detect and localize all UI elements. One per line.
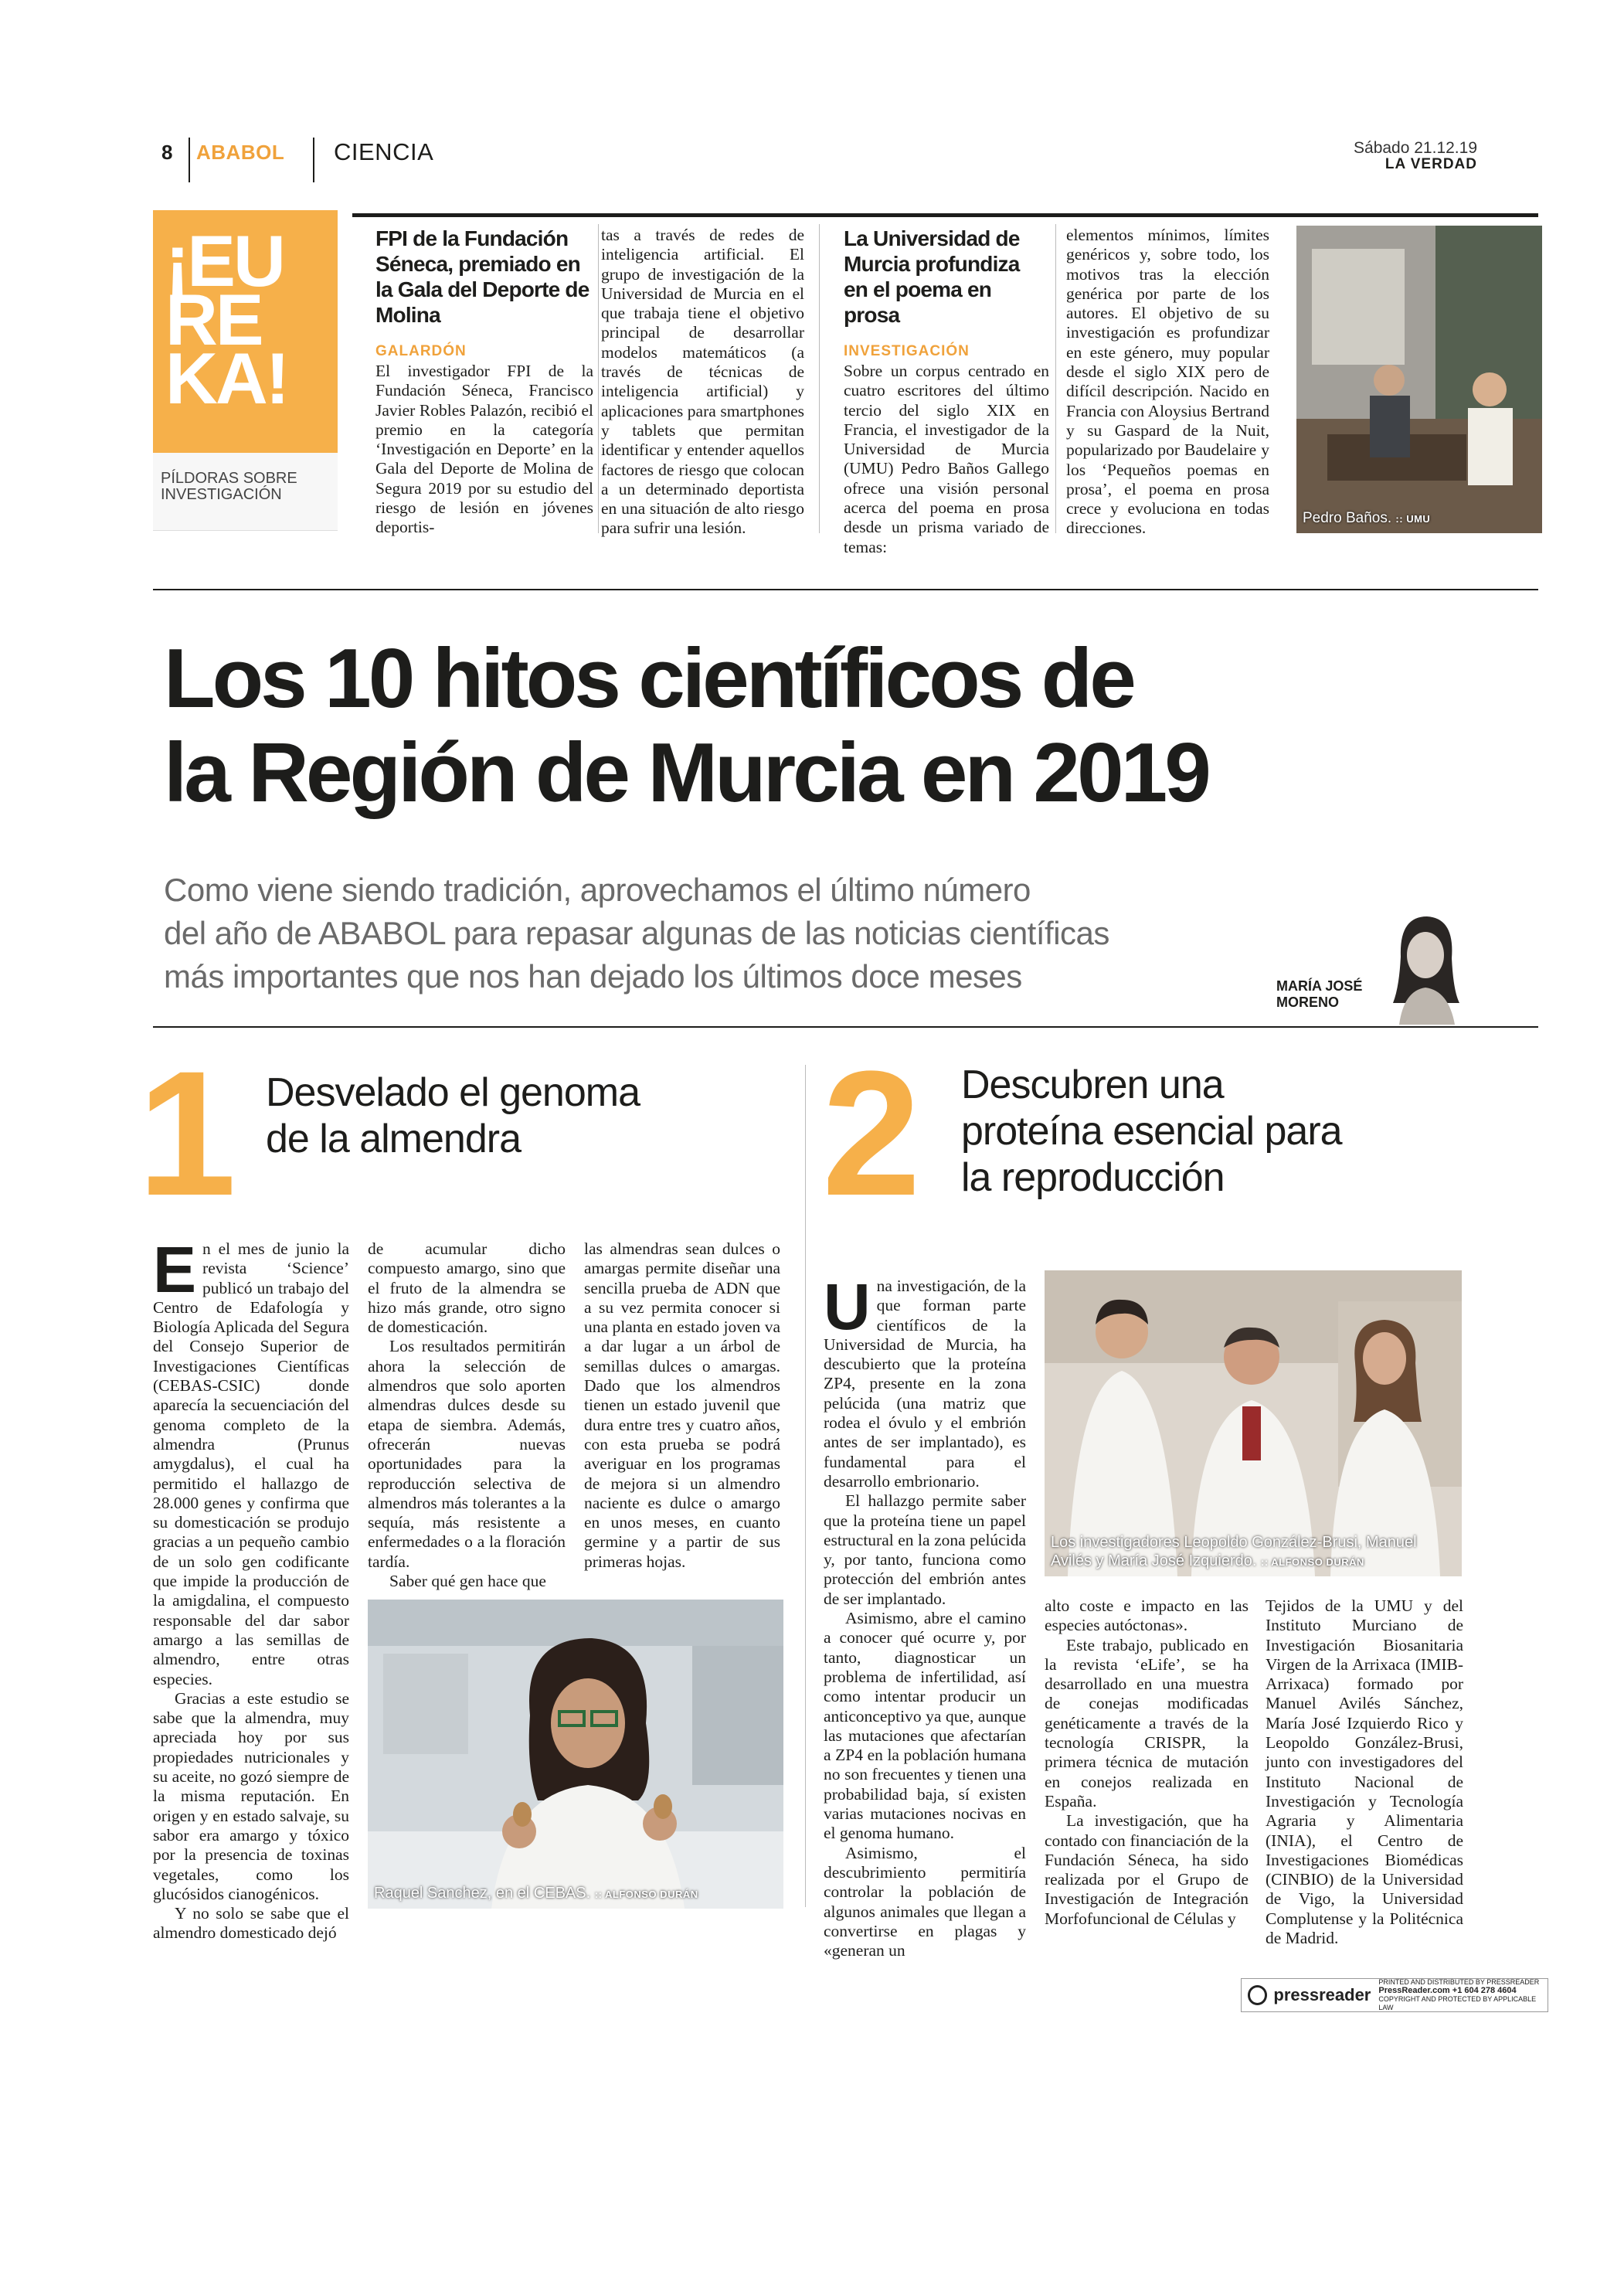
- researchers-caption-1: Los investigadores Leopoldo González-Brusi, Manuel: [1051, 1534, 1417, 1551]
- item2-col2: [1045, 1596, 1249, 1929]
- pressreader-line-3: COPYRIGHT AND PROTECTED BY APPLICABLE LAW: [1378, 1995, 1537, 2011]
- brief2-col2: elementos mínimos, límites genéricos y, sobre todo, los motivos tras la elección genérica por parte de los autores. El objetivo de su investigación es profundizar en este género, muy popular desde el siglo XIX pero de difícil descripción. Nacido en Francia con Aloysius Bertrand y su Gaspard de la Nuit, popularizado por Baudelaire y los ‘Pequeños poemas en prosa’, el poema en prosa crece y evoluciona en todas direcciones.: [1066, 226, 1269, 538]
- item2-col3: [1266, 1596, 1463, 1948]
- eureka-subtitle-box: [153, 453, 338, 531]
- author-name-2: MORENO: [1276, 994, 1339, 1010]
- brief1-kicker: GALARDÓN: [375, 343, 467, 359]
- item2-number: 2: [822, 1034, 921, 1232]
- item2-col1-p1: na investigación, de la que forman parte científicos de la Universidad de Murcia, ha descubierto que la proteína ZP4, presente en la zona pelúcida (una matriz que rodea el óvulo y el embrión antes de ser implantado), es fundamental para el desarrollo embrionario.: [824, 1277, 1026, 1491]
- author-avatar: [1379, 910, 1472, 1025]
- raquel-photo: [368, 1600, 783, 1909]
- items-divider: [805, 1065, 806, 1907]
- item1-col2-p1: de acumular dicho compuesto amargo, sino que el fruto de la almendra se hizo más grande, otro signo de domesticación.: [368, 1239, 566, 1337]
- item1-title-1: Desvelado el genoma: [266, 1070, 640, 1115]
- item1-col1-p2: Gracias a este estudio se sabe que la almendra, muy apreciada hoy por sus propiedades nutricionales y su aceite, no gozó siempre de la misma reputación. En origen y en estado salvaje, su sabor era amargo y tóxico por la presencia de toxinas vegetales, como los glucósidos cianogénicos.: [153, 1688, 349, 1903]
- header-divider-1: [189, 138, 190, 182]
- pressreader-line-2: PressReader.com +1 604 278 4604: [1378, 1986, 1517, 1995]
- item1-col3-p1: las almendras sean dulces o amargas permite diseñar una sencilla prueba de ADN que a su vez permita conocer si una planta en estado joven va a dar lugar a un árbol de semillas dulces o amargas. Dado que los almendros tienen un estado juvenil que dura entre tres y cuatro años, con esta prueba se podrá averiguar en los programas de mejora si un almendro naciente es dulce o amargo en unos meses, en cuanto germine y a partir de sus primeras hojas.: [584, 1239, 780, 1571]
- newspaper-name: LA VERDAD: [1384, 156, 1477, 172]
- brief1-headline: FPI de la Fundación Séneca, premiado en la Gala del Deporte de Molina: [375, 226, 589, 327]
- item2-title-3: la reproducción: [961, 1155, 1225, 1200]
- brief1-col-divider: [598, 224, 599, 533]
- brief2-headline: La Universidad de Murcia profundiza en el poema en prosa: [844, 226, 1020, 327]
- pressreader-badge[interactable]: [1241, 1978, 1548, 2012]
- pressreader-brand: pressreader: [1273, 1985, 1371, 2004]
- item1-number: 1: [138, 1034, 236, 1232]
- pedro-caption-credit: :: UMU: [1395, 513, 1431, 525]
- eureka-line-3: KA!: [165, 338, 288, 419]
- item2-title-2: proteína esencial para: [961, 1109, 1342, 1154]
- standfirst-rule: [153, 1026, 1538, 1028]
- brief2-col-divider: [1055, 224, 1056, 533]
- brief1-col2: tas a través de redes de inteligencia artificial. El grupo de investigación de la Universidad de Murcia en el que trabaja tiene el objetivo principal de desarrollar modelos matemáticos (a través de técnicas de inteligencia artificial) y aplicaciones para smartphones y tablets que permitan identificar y entender aquellos factores de riesgo que colocan a un determinado deportista en una situación de alto riesgo para sufrir una lesión.: [601, 226, 804, 538]
- item2-col2-p2: Este trabajo, publicado en la revista ‘eLife’, se ha desarrollado en una muestra de conejas modificadas genéticamente a través de la tecnología CRISPR, la primera técnica de mutación en conejos realizada en España.: [1045, 1635, 1249, 1810]
- item2-col1-p2: El hallazgo permite saber que la proteína tiene un papel estructural en la zona pelúcida y, por tanto, funciona como protección del embrión antes de ser implantado.: [824, 1491, 1026, 1608]
- main-title-line-2: la Región de Murcia en 2019: [164, 726, 1208, 820]
- eureka-line-2: RE: [165, 279, 262, 360]
- researchers-caption-2: Avilés y María José Izquierdo.: [1051, 1552, 1257, 1569]
- pressreader-logo-icon: [1248, 1985, 1267, 2005]
- item1-col2-p2: Los resultados permitirán ahora la selección de almendros que solo aporten almendras dulces desde su etapa de siembra. Además, ofrecerán nuevas oportunidades para la reproducción selectiva de almendros más tolerantes a la sequía, más resistente a enfermedades o a la floración tardía.: [368, 1337, 566, 1571]
- pressreader-text: [1378, 1978, 1548, 2012]
- item1-col2: [368, 1239, 566, 1591]
- brief2-col1: [844, 334, 1049, 557]
- raquel-caption: [374, 1884, 698, 1904]
- item2-col1: [824, 1270, 1026, 1960]
- raquel-caption-credit: :: ALFONSO DURÁN: [594, 1889, 698, 1900]
- header-rule: [352, 213, 1538, 217]
- item1-initial: E: [153, 1233, 197, 1306]
- item1-col1-p1: n el mes de junio la revista ‘Science’ publicó un trabajo del Centro de Edafología y Biología Aplicada del Segura del Consejo Superior de Investigaciones Científicas (CEBAS-CSIC) donde aparecía la secuenciación del genoma completo de la almendra (Prunus amygdalus), el cual ha permitido el hallazgo de 28.000 genes y confirma que su domesticación se produjo gracias a un pequeño cambio de un solo gen codificante que impide la producción de la amigdalina, el compuesto responsable del dar sabor amargo a las semillas de almendro, entre otras especies.: [153, 1239, 349, 1688]
- item2-col1-p3: Asimismo, abre el camino a conocer qué ocurre y, por tanto, diagnosticar un problema de infertilidad, así como intentar producir un anticonceptivo ya que, aunque las mutaciones que afectarían a ZP4 en la población humana no son frecuentes y tienen una probabilidad baja, sí existen varias mutaciones nocivas en el genoma humano.: [824, 1609, 1026, 1843]
- classroom-illustration: [1296, 226, 1542, 533]
- pressreader-line-1: PRINTED AND DISTRIBUTED BY PRESSREADER: [1378, 1978, 1540, 1986]
- eureka-subtitle-2: INVESTIGACIÓN: [161, 486, 282, 503]
- researchers-caption: [1051, 1533, 1456, 1572]
- eureka-line-1: ¡EU: [165, 220, 284, 301]
- item2-col2-p1: alto coste e impacto en las especies autóctonas».: [1045, 1596, 1249, 1635]
- pedro-caption: [1303, 509, 1430, 529]
- brief2-kicker: INVESTIGACIÓN: [844, 343, 970, 359]
- page-number: 8: [161, 141, 173, 164]
- standfirst-line-1: Como viene siendo tradición, aprovechamos el último número: [164, 872, 1031, 908]
- author-name-1: MARÍA JOSÉ: [1276, 978, 1363, 994]
- item1-col1: [153, 1233, 349, 1943]
- pedro-banos-photo: [1296, 226, 1542, 533]
- section-brand: ABABOL: [196, 141, 285, 164]
- brief-divider: [819, 224, 820, 533]
- item1-col3: [584, 1239, 780, 1572]
- item1-title-2: de la almendra: [266, 1117, 521, 1161]
- item2-title-1: Descubren una: [961, 1062, 1224, 1107]
- main-title-line-1: Los 10 hitos científicos de: [164, 631, 1133, 726]
- issue-date: Sábado 21.12.19: [1354, 139, 1477, 157]
- section-name: CIENCIA: [334, 138, 434, 165]
- item1-col1-p3: Y no solo se sabe que el almendro domesticado dejó: [153, 1904, 349, 1943]
- raquel-caption-text: Raquel Sanchez, en el CEBAS.: [374, 1885, 591, 1902]
- item2-col2-p3: La investigación, que ha contado con financiación de la Fundación Séneca, ha sido realizada por el Grupo de Investigación de Integración Morfofuncional de Células y: [1045, 1811, 1249, 1928]
- eureka-subtitle-1: PÍLDORAS SOBRE: [161, 470, 297, 487]
- top-section-rule: [153, 589, 1538, 590]
- researchers-caption-credit: :: ALFONSO DURÁN: [1260, 1556, 1364, 1568]
- item2-col3-p1: Tejidos de la UMU y del Instituto Murciano de Investigación Biosanitaria Virgen de la Arrixaca (IMIB-Arrixaca) formado por Manuel Avilés Sánchez, María José Izquierdo Rico y Leopoldo González-Brusi, junto con investigadores del Instituto Nacional de Investigación y Tecnología Agraria y Alimentaria (INIA), el Centro de Investigaciones Biomédicas (CINBIO) de la Universidad de Vigo, la Universidad Complutense y la Politécnica de Madrid.: [1266, 1596, 1463, 1948]
- brief2-col1-text: Sobre un corpus centrado en cuatro escritores del último tercio del siglo XIX en Francia, el investigador de la Universidad de Murcia (UMU) Pedro Baños Gallego ofrece una visión personal acerca del poema en prosa desde un prisma variado de temas:: [844, 362, 1049, 556]
- item1-col2-p3: Saber qué gen hace que: [389, 1572, 546, 1591]
- item2-initial: U: [824, 1270, 871, 1343]
- item2-col1-p4: Asimismo, el descubrimiento permitiría controlar la población de algunos animales que llegan a convertirse en plagas y «generan un: [824, 1843, 1026, 1960]
- eureka-box: [153, 210, 338, 453]
- brief1-col1: [375, 334, 593, 538]
- brief1-col1-text: El investigador FPI de la Fundación Séneca, Francisco Javier Robles Palazón, recibió el premio en la categoría ‘Investigación en Deporte’ en la Gala del Deporte de Molina de Segura 2019 por su estudio del riesgo de lesión en jóvenes deportis-: [375, 362, 593, 537]
- header-divider-2: [313, 138, 314, 182]
- standfirst-line-2: del año de ABABOL para repasar algunas de las noticias científicas: [164, 915, 1109, 951]
- pedro-caption-text: Pedro Baños.: [1303, 510, 1392, 526]
- standfirst-line-3: más importantes que nos han dejado los últimos doce meses: [164, 958, 1022, 994]
- researchers-photo: [1045, 1270, 1462, 1576]
